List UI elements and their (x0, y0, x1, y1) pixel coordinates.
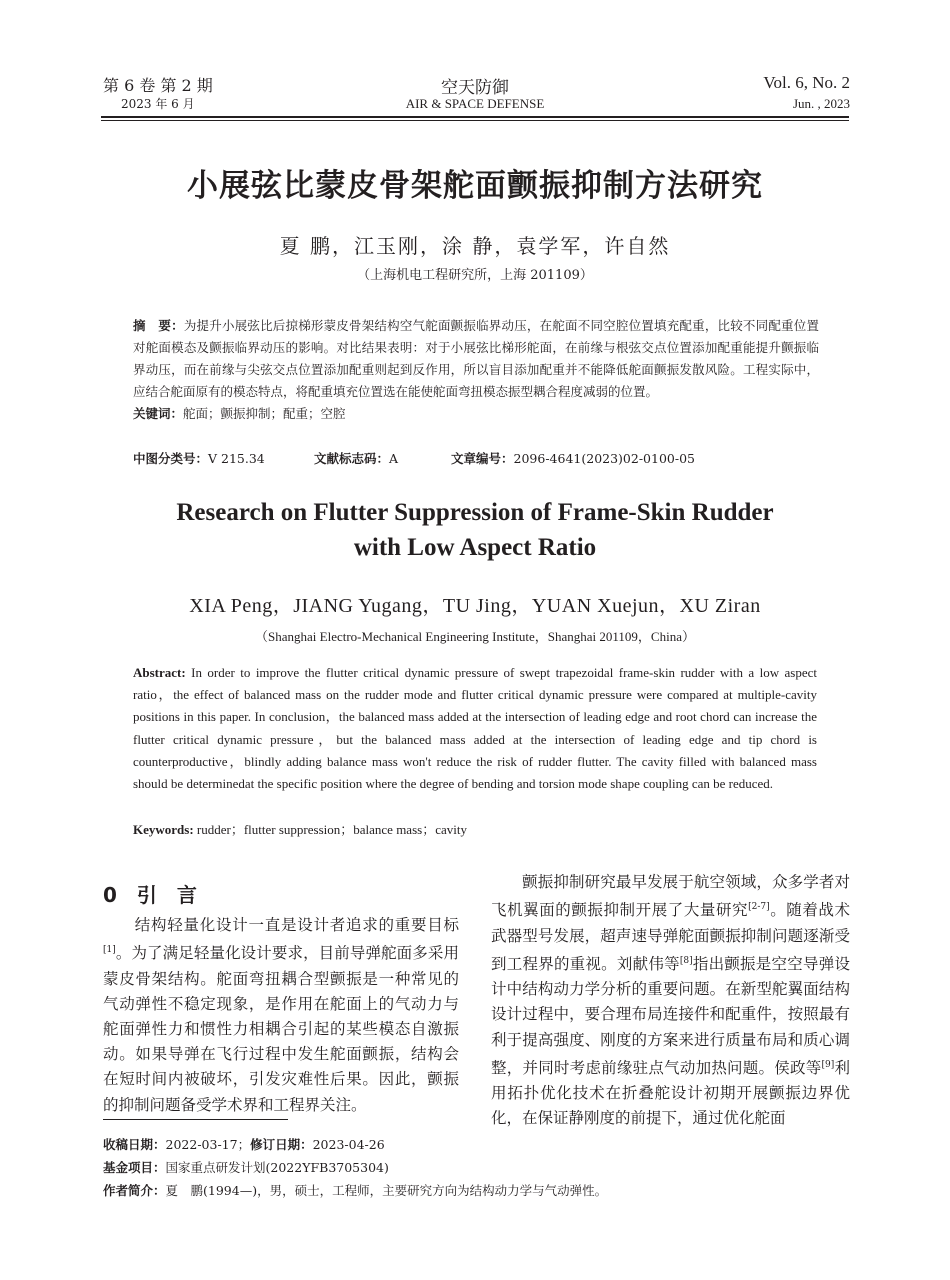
abstract-en (133, 662, 817, 795)
citation-9: [9] (821, 1059, 835, 1070)
citation-8: [8] (679, 955, 693, 966)
header-volume-issue: 第 6 卷 第 2 期 (103, 76, 213, 95)
right-text-d: 利用拓扑优化技术在折叠舵设计初期开展颤振边界优化，在保证静刚度的前提下，通过优化舵面 (491, 1058, 850, 1128)
section-title: 引 言 (136, 883, 197, 907)
header-date-en: Jun. , 2023 (792, 96, 850, 111)
abstract-label-cn: 摘 要： (133, 318, 184, 333)
header-rule (101, 116, 849, 118)
footnote-fund (103, 1158, 389, 1176)
article-no-value: 2096-4641(2023)02-0100-05 (513, 451, 695, 466)
authors-en: XIA Peng，JIANG Yugang，TU Jing，YUAN Xuejun，XU Ziran (189, 595, 761, 617)
bio-text: 夏 鹏(1994—)，男，硕士，工程师，主要研究方向为结构动力学与气动弹性。 (165, 1183, 608, 1198)
abstract-text-en: In order to improve the flutter critical dynamic pressure of swept trapezoidal frame-skin rudder with a low aspect ratio，the effect of balanced mass on the rudder mode and flutter critical dynamic pressure were compared at multiple-cavity positions in this paper. In conclusion，the balanced mass added at the intersection of leading edge and root chord can increase the flutter critical dynamic pressure，but the balanced mass added at the intersection of leading edge and tip chord is counterproductive，blindly adding balance mass won't reduce the risk of rudder flutter. The cavity filled with balanced mass should be determinedat the specific position where the degree of bending and torsion mode shape coupling can be reduced. (133, 665, 817, 792)
body-right-column (491, 870, 850, 1132)
keywords-label-cn: 关键词： (133, 406, 184, 421)
fund-label: 基金项目： (103, 1160, 166, 1175)
abstract-cn (133, 315, 819, 425)
revised-label: 修订日期： (250, 1137, 313, 1152)
footnote-bio (103, 1181, 607, 1199)
fund-text: 国家重点研发计划(2022YFB3705304) (165, 1160, 389, 1175)
section-heading (103, 879, 217, 908)
authors-cn: 夏 鹏，江玉刚，涂 静，袁学军，许自然 (279, 234, 671, 258)
clc-value: V 215.34 (208, 451, 265, 466)
title-en-line2: with Low Aspect Ratio (353, 534, 597, 561)
received-date: 2022-03-17； (165, 1137, 251, 1152)
left-paragraph-rest: 。为了满足轻量化设计要求，目前导弹舵面多采用蒙皮骨架结构。舵面弯扭耦合型颤振是一种常见的气动弹性不稳定现象，是作用在舵面上的气动力与舵面弹性力和惯性力相耦合引起的某些模态自激振动。如果导弹在飞行过程中发生舵面颤振，结构会在短时间内被破坏，引发灾难性后果。因此，颤振的抑制问题备受学术界和工程界关注。 (103, 944, 459, 1114)
section-number: 0 (103, 883, 117, 907)
keywords-text-en: rudder；flutter suppression；balance mass；cavity (196, 822, 467, 837)
right-text-b: 。随着战术武器型号发展，超声速导弹舵面颤振抑制问题逐渐受到工程界的重视。刘献伟等 (491, 901, 850, 973)
citation-2-7: [2-7] (748, 902, 770, 913)
affiliation-cn: （上海机电工程研究所，上海 201109） (357, 268, 593, 283)
article-no-label: 文章编号： (451, 451, 514, 466)
keywords-cn: 舵面；颤振抑制；配重；空腔 (183, 406, 346, 421)
body-left-column (103, 913, 459, 1118)
doc-code-value: A (389, 451, 399, 466)
article-title-en (0, 495, 950, 565)
revised-date: 2023-04-26 (312, 1137, 385, 1152)
bio-label: 作者简介： (103, 1183, 166, 1198)
right-text-a: 颤振抑制研究最早发展于航空领域，众多学者对飞机翼面的颤振抑制开展了大量研究 (491, 873, 850, 920)
header-date: 2023 年 6 月 (121, 97, 195, 111)
article-number (451, 449, 695, 467)
header-volume-issue-en: Vol. 6, No. 2 (763, 73, 850, 92)
journal-name-en: AIR & SPACE DEFENSE (405, 96, 545, 111)
footnote-dates (103, 1135, 385, 1153)
clc-number (133, 449, 265, 467)
doc-code-label: 文献标志码： (314, 451, 390, 466)
citation-1: [1] (103, 945, 116, 956)
journal-name-cn: 空天防御 (441, 78, 509, 98)
footnote-rule (103, 1119, 288, 1120)
article-title-cn: 小展弦比蒙皮骨架舵面颤振抑制方法研究 (187, 168, 763, 204)
abstract-label-en: Abstract: (133, 665, 186, 680)
left-paragraph-start: 结构轻量化设计一直是设计者追求的重要目标 (134, 916, 459, 934)
title-en-line1: Research on Flutter Suppression of Frame-Skin Rudder (176, 499, 774, 526)
keywords-en (133, 819, 467, 838)
clc-label: 中图分类号： (133, 451, 209, 466)
document-code (314, 449, 398, 467)
right-text-c: 指出颤振是空空导弹设计中结构动力学分析的重要问题。在新型舵翼面结构设计过程中，要合理布局连接件和配重件，按照最有利于提高强度、刚度的方案来进行质量布局和质心调整，并同时考虑前缘驻点气动加热问题。侯政等 (491, 954, 850, 1077)
received-label: 收稿日期： (103, 1137, 166, 1152)
abstract-text-cn: 为提升小展弦比后掠梯形蒙皮骨架结构空气舵面颤振临界动压，在舵面不同空腔位置填充配重，比较不同配重位置对舵面模态及颤振临界动压的影响。对比结果表明：对于小展弦比梯形舵面，在前缘与根弦交点位置添加配重能提升颤振临界动压，而在前缘与尖弦交点位置添加配重则起到反作用，所以盲目添加配重并不能降低舵面颤振发散风险。工程实际中，应结合舵面原有的模态特点，将配重填充位置选在能使舵面弯扭模态振型耦合程度减弱的位置。 (133, 318, 819, 399)
header-rule-thin (101, 120, 849, 121)
keywords-label-en: Keywords: (133, 822, 194, 837)
affiliation-en: （Shanghai Electro-Mechanical Engineering Institute，Shanghai 201109，China） (255, 629, 695, 644)
